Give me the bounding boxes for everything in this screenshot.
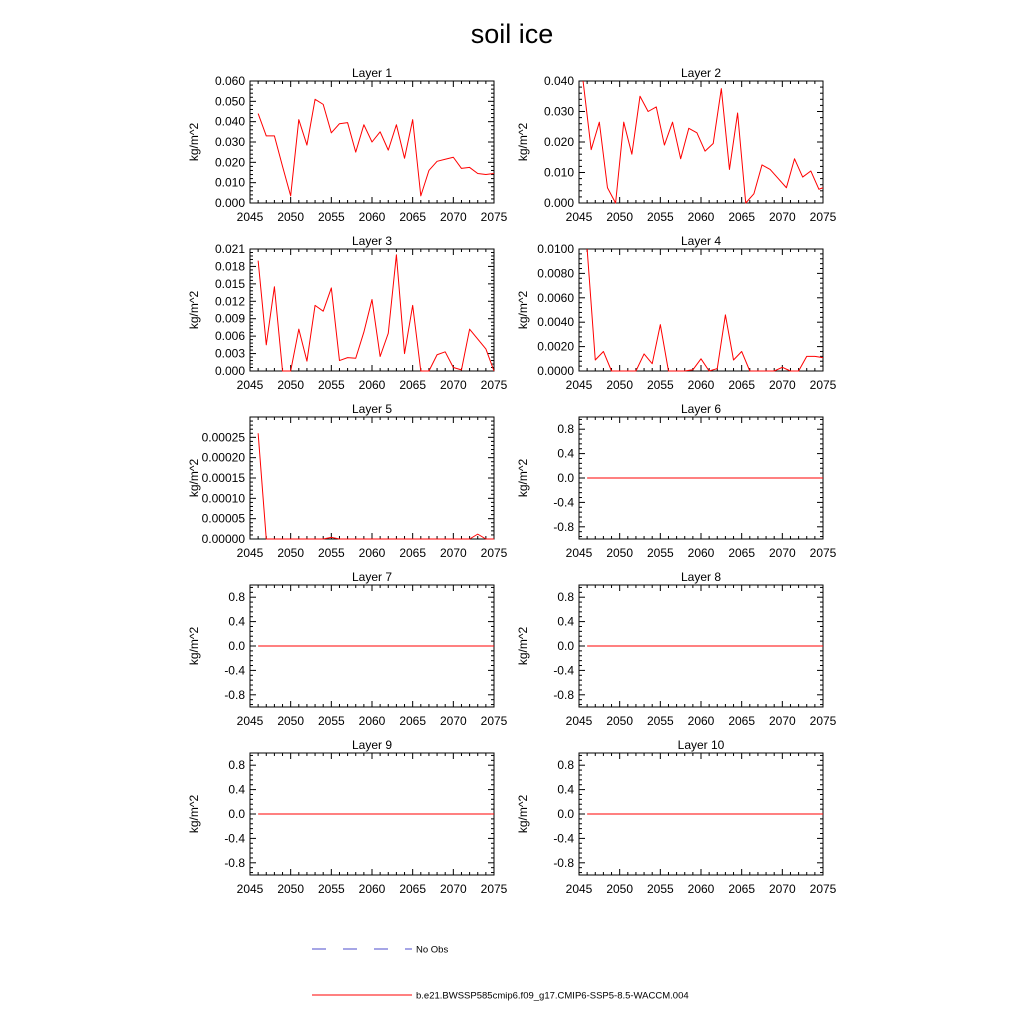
series-line <box>587 249 823 371</box>
panel-layer-2 <box>516 66 837 224</box>
x-tick-label: 2075 <box>809 210 837 224</box>
y-tick-label: 0.0 <box>557 807 574 821</box>
series-line <box>258 255 494 371</box>
y-tick-label: 0.00010 <box>201 491 245 506</box>
y-tick-label: -0.4 <box>553 831 574 846</box>
y-axis-label: kg/m^2 <box>187 122 201 162</box>
y-tick-label: 0.020 <box>214 155 245 170</box>
y-tick-label: 0.0040 <box>537 315 574 330</box>
x-tick-label: 2075 <box>809 882 837 896</box>
y-tick-label: 0.030 <box>214 135 245 149</box>
x-tick-label: 2055 <box>317 378 345 392</box>
y-tick-label: 0.0000 <box>537 364 574 378</box>
panel-layer-4 <box>516 234 837 392</box>
x-tick-label: 2060 <box>687 546 715 560</box>
x-tick-label: 2060 <box>358 378 386 392</box>
x-tick-label: 2045 <box>236 378 264 392</box>
x-tick-label: 2050 <box>606 882 634 896</box>
x-tick-label: 2045 <box>565 378 593 392</box>
x-tick-label: 2060 <box>687 714 715 728</box>
x-tick-label: 2045 <box>565 882 593 896</box>
y-tick-label: 0.0 <box>228 639 245 653</box>
x-tick-label: 2060 <box>687 378 715 392</box>
x-tick-label: 2050 <box>606 714 634 728</box>
series-line <box>258 433 494 539</box>
x-tick-label: 2065 <box>728 546 756 560</box>
y-tick-label: -0.8 <box>553 519 574 534</box>
x-tick-label: 2055 <box>646 714 674 728</box>
x-tick-label: 2050 <box>277 378 305 392</box>
y-tick-label: 0.010 <box>543 165 574 180</box>
panel-layer-3 <box>187 234 508 392</box>
y-tick-label: 0.0 <box>228 807 245 821</box>
x-tick-label: 2070 <box>768 882 796 896</box>
y-tick-label: 0.00025 <box>201 430 245 445</box>
x-tick-label: 2045 <box>236 882 264 896</box>
x-tick-label: 2050 <box>277 714 305 728</box>
legend-label-model: b.e21.BWSSP585cmip6.f09_g17.CMIP6-SSP5-8.5-WACCM.004 <box>416 990 689 1002</box>
x-tick-label: 2055 <box>317 882 345 896</box>
y-tick-label: 0.018 <box>214 259 245 274</box>
legend <box>312 945 689 1002</box>
y-tick-label: 0.040 <box>543 74 574 88</box>
panel-layer-10 <box>516 738 837 896</box>
panel-title: Layer 1 <box>351 66 393 80</box>
y-tick-label: 0.8 <box>557 758 574 773</box>
y-tick-label: 0.4 <box>228 614 245 629</box>
x-tick-label: 2060 <box>358 714 386 728</box>
panel-title: Layer 4 <box>680 234 722 248</box>
x-tick-label: 2055 <box>317 210 345 224</box>
y-tick-label: 0.000 <box>543 196 574 210</box>
y-tick-label: -0.8 <box>224 855 245 870</box>
panel-title: Layer 5 <box>351 402 393 416</box>
panel-title: Layer 8 <box>680 570 722 584</box>
panel-layer-6 <box>516 402 837 560</box>
x-tick-label: 2060 <box>687 882 715 896</box>
panel-layer-7 <box>187 570 508 728</box>
panel-layer-9 <box>187 738 508 896</box>
x-tick-label: 2070 <box>439 210 467 224</box>
x-tick-label: 2045 <box>236 714 264 728</box>
y-tick-label: 0.4 <box>557 614 574 629</box>
x-tick-label: 2075 <box>480 378 508 392</box>
x-tick-label: 2065 <box>728 714 756 728</box>
x-tick-label: 2065 <box>399 378 427 392</box>
x-tick-label: 2075 <box>480 714 508 728</box>
x-tick-label: 2075 <box>480 882 508 896</box>
x-tick-label: 2070 <box>768 546 796 560</box>
y-tick-label: 0.8 <box>228 758 245 773</box>
x-tick-label: 2075 <box>809 714 837 728</box>
y-axis-label: kg/m^2 <box>187 626 201 666</box>
y-tick-label: 0.050 <box>214 94 245 109</box>
y-tick-label: 0.0080 <box>537 266 574 281</box>
plot-frame <box>250 417 494 539</box>
x-tick-label: 2070 <box>439 714 467 728</box>
x-tick-label: 2065 <box>399 210 427 224</box>
y-tick-label: -0.4 <box>553 495 574 510</box>
x-tick-label: 2075 <box>480 546 508 560</box>
x-tick-label: 2045 <box>236 546 264 560</box>
x-tick-label: 2070 <box>768 714 796 728</box>
x-tick-label: 2065 <box>728 210 756 224</box>
y-tick-label: 0.4 <box>228 782 245 797</box>
y-axis-label: kg/m^2 <box>516 794 530 834</box>
y-tick-label: 0.8 <box>557 590 574 605</box>
x-tick-label: 2065 <box>399 546 427 560</box>
panel-title: Layer 10 <box>677 738 725 752</box>
x-tick-label: 2050 <box>606 378 634 392</box>
y-axis-label: kg/m^2 <box>187 458 201 498</box>
x-tick-label: 2055 <box>317 546 345 560</box>
panel-layer-1 <box>187 66 508 224</box>
y-tick-label: 0.0060 <box>537 290 574 305</box>
y-tick-label: 0.009 <box>214 311 245 326</box>
x-tick-label: 2065 <box>728 378 756 392</box>
y-tick-label: 0.012 <box>214 294 245 309</box>
x-tick-label: 2045 <box>236 210 264 224</box>
x-tick-label: 2045 <box>565 546 593 560</box>
y-tick-label: 0.020 <box>543 135 574 149</box>
y-tick-label: 0.021 <box>214 242 245 256</box>
x-tick-label: 2060 <box>358 882 386 896</box>
y-tick-label: -0.4 <box>224 663 245 678</box>
x-tick-label: 2065 <box>399 714 427 728</box>
x-tick-label: 2075 <box>809 378 837 392</box>
y-tick-label: 0.4 <box>557 782 574 797</box>
series-line <box>258 99 494 196</box>
y-axis-label: kg/m^2 <box>516 290 530 330</box>
y-tick-label: -0.8 <box>553 687 574 702</box>
y-tick-label: 0.030 <box>543 104 574 119</box>
series-line <box>583 81 823 203</box>
x-tick-label: 2050 <box>277 882 305 896</box>
y-axis-label: kg/m^2 <box>516 122 530 162</box>
y-tick-label: 0.015 <box>214 276 245 291</box>
y-tick-label: 0.0 <box>557 639 574 653</box>
plot-frame <box>579 249 823 371</box>
x-tick-label: 2070 <box>439 546 467 560</box>
figure-title: soil ice <box>470 19 554 49</box>
y-tick-label: -0.8 <box>553 855 574 870</box>
x-tick-label: 2060 <box>687 210 715 224</box>
x-tick-label: 2070 <box>439 378 467 392</box>
x-tick-label: 2075 <box>480 210 508 224</box>
panel-title: Layer 2 <box>680 66 722 80</box>
y-tick-label: 0.0 <box>557 471 574 485</box>
y-axis-label: kg/m^2 <box>516 458 530 498</box>
x-tick-label: 2055 <box>646 546 674 560</box>
y-tick-label: 0.00020 <box>201 450 245 465</box>
y-tick-label: 0.003 <box>214 346 245 361</box>
y-tick-label: 0.00005 <box>201 511 245 526</box>
x-tick-label: 2070 <box>439 882 467 896</box>
plot-frame <box>250 249 494 371</box>
panel-layer-5 <box>187 402 508 560</box>
x-tick-label: 2055 <box>646 378 674 392</box>
y-tick-label: 0.0100 <box>537 242 574 256</box>
y-tick-label: 0.00015 <box>201 471 245 485</box>
panel-title: Layer 6 <box>680 402 722 416</box>
y-tick-label: 0.000 <box>214 364 245 378</box>
legend-label-no-obs: No Obs <box>416 944 449 956</box>
y-tick-label: 0.00000 <box>201 532 245 546</box>
x-tick-label: 2070 <box>768 210 796 224</box>
x-tick-label: 2050 <box>277 546 305 560</box>
x-tick-label: 2065 <box>399 882 427 896</box>
y-tick-label: 0.8 <box>557 422 574 437</box>
x-tick-label: 2050 <box>606 546 634 560</box>
y-tick-label: 0.4 <box>557 446 574 461</box>
x-tick-label: 2045 <box>565 714 593 728</box>
y-tick-label: 0.8 <box>228 590 245 605</box>
y-tick-label: 0.040 <box>214 114 245 129</box>
y-tick-label: -0.4 <box>224 831 245 846</box>
y-axis-label: kg/m^2 <box>187 794 201 834</box>
x-tick-label: 2070 <box>768 378 796 392</box>
y-axis-label: kg/m^2 <box>516 626 530 666</box>
x-tick-label: 2055 <box>646 210 674 224</box>
x-tick-label: 2045 <box>565 210 593 224</box>
y-tick-label: 0.006 <box>214 329 245 344</box>
y-tick-label: -0.8 <box>224 687 245 702</box>
x-tick-label: 2055 <box>646 882 674 896</box>
x-tick-label: 2075 <box>809 546 837 560</box>
x-tick-label: 2060 <box>358 210 386 224</box>
x-tick-label: 2050 <box>277 210 305 224</box>
panel-layer-8 <box>516 570 837 728</box>
panel-title: Layer 9 <box>351 738 393 752</box>
x-tick-label: 2055 <box>317 714 345 728</box>
panel-title: Layer 7 <box>351 570 393 584</box>
x-tick-label: 2060 <box>358 546 386 560</box>
y-axis-label: kg/m^2 <box>187 290 201 330</box>
y-tick-label: 0.0020 <box>537 339 574 354</box>
x-tick-label: 2065 <box>728 882 756 896</box>
y-tick-label: -0.4 <box>553 663 574 678</box>
y-tick-label: 0.010 <box>214 175 245 190</box>
panel-title: Layer 3 <box>351 234 393 248</box>
x-tick-label: 2050 <box>606 210 634 224</box>
y-tick-label: 0.060 <box>214 74 245 88</box>
panels <box>187 66 837 896</box>
y-tick-label: 0.000 <box>214 196 245 210</box>
